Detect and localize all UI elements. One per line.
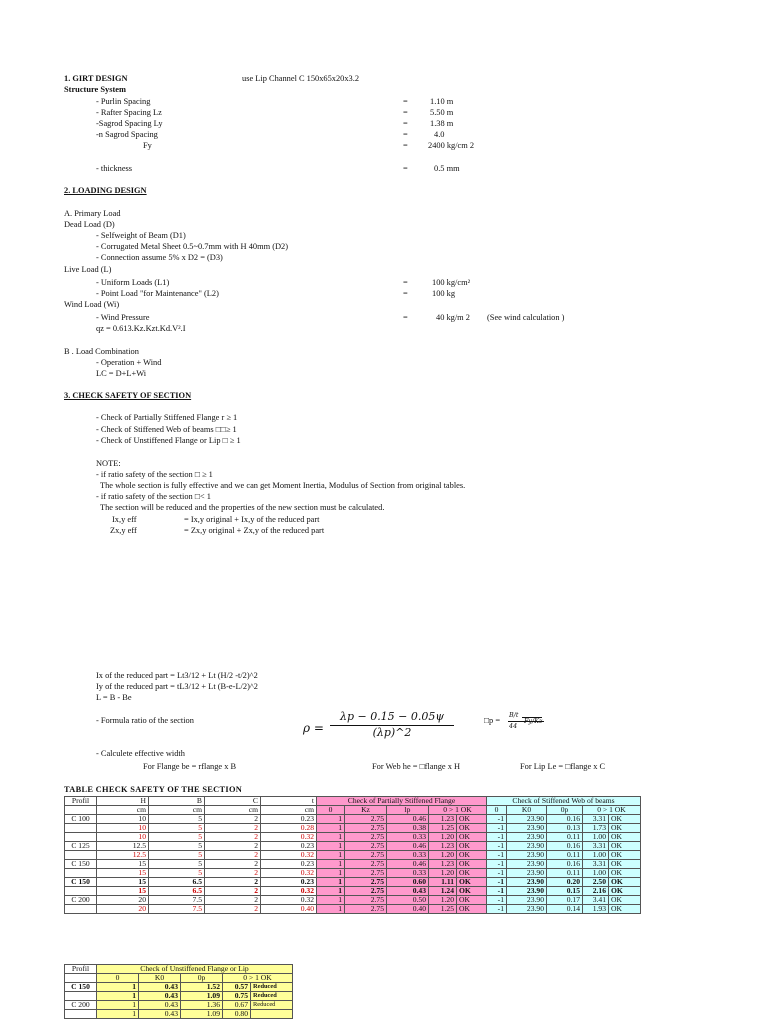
cell-wlp: 0.17 (547, 896, 583, 905)
cell-flp: 0.60 (387, 878, 429, 887)
cell-fr: 1.20 (429, 869, 457, 878)
cell-t: 0.32 (261, 851, 317, 860)
loading-design-title: 2. LOADING DESIGN (64, 186, 147, 195)
row-label: - Purlin Spacing (96, 97, 151, 106)
cell-p: 1.52 (181, 983, 223, 992)
cell-fok: OK (457, 824, 487, 833)
cell-w0: -1 (487, 905, 507, 914)
wind-calc-note: (See wind calculation ) (487, 313, 565, 322)
cell-fok: OK (457, 878, 487, 887)
cell-wok: OK (609, 815, 641, 824)
cell-a: 1 (97, 1001, 139, 1010)
table-row (65, 842, 641, 851)
row-equals: = (403, 119, 408, 128)
cell-s: Reduced (251, 1001, 293, 1010)
cell-h: 10 (97, 833, 149, 842)
dead-item: - Corrugated Metal Sheet 0.5~0.7mm with H 40mm (D2) (96, 242, 289, 251)
rho-numerator: λp − 0.15 − 0.05ψ (339, 710, 445, 723)
eff-lip: For Lip Le = □flange x C (520, 762, 606, 771)
table-check-title: TABLE CHECK SAFETY OF THE SECTION (64, 785, 243, 794)
cell-p: 1.09 (181, 1010, 223, 1019)
check-item: - Check of Partially Stiffened Flange r ≥ 1 (96, 413, 238, 422)
table-row (65, 815, 641, 824)
lambda-p-num: B/t (509, 711, 519, 719)
header-h: H (97, 797, 149, 806)
header-lip-col: 0 (97, 974, 139, 983)
cell-wr: 1.73 (583, 824, 609, 833)
header-web-group: Check of Stiffened Web of beams (487, 797, 641, 806)
row-label: -n Sagrod Spacing (96, 130, 158, 139)
cell-flp: 0.40 (387, 905, 429, 914)
cell-c: 2 (205, 896, 261, 905)
live-item-equals: = (403, 289, 408, 298)
header-web-col: 0p (547, 806, 583, 815)
row-label: - thickness (96, 164, 133, 173)
primary-load-label: A. Primary Load (64, 209, 121, 218)
wind-pressure-label: - Wind Pressure (96, 313, 150, 322)
cell-h: 10 (97, 824, 149, 833)
check-safety-title: 3. CHECK SAFETY OF SECTION (64, 391, 192, 400)
row-value: 1.10 m (430, 97, 454, 106)
cell-wok: OK (609, 887, 641, 896)
cell-w0: -1 (487, 851, 507, 860)
header-unit: cm (149, 806, 205, 815)
cell-h: 10 (97, 815, 149, 824)
note-line: The section will be reduced and the properties of the new section must be calculated. (100, 503, 385, 512)
cell-fok: OK (457, 833, 487, 842)
cell-r: 0.80 (223, 1010, 251, 1019)
cell-f0: 1 (317, 878, 345, 887)
cell-b: 5 (149, 851, 205, 860)
cell-wr: 3.31 (583, 842, 609, 851)
cell-profil: C 200 (65, 896, 97, 905)
cell-fk: 2.75 (345, 869, 387, 878)
cell-wr: 1.00 (583, 833, 609, 842)
cell-c: 2 (205, 851, 261, 860)
header-c: C (205, 797, 261, 806)
cell-f0: 1 (317, 833, 345, 842)
cell-wlp: 0.16 (547, 842, 583, 851)
header-unit: cm (205, 806, 261, 815)
cell-wlp: 0.11 (547, 869, 583, 878)
combo-operation: - Operation + Wind (96, 358, 162, 367)
table-row (65, 824, 641, 833)
cell-profil (65, 1010, 97, 1019)
cell-r: 0.67 (223, 1001, 251, 1010)
table-row (65, 1001, 293, 1010)
row-value: 1.38 m (430, 119, 454, 128)
cell-fk: 2.75 (345, 896, 387, 905)
live-load-label: Live Load (L) (64, 265, 112, 274)
header-unit: cm (97, 806, 149, 815)
cell-wlp: 0.14 (547, 905, 583, 914)
cell-w0: -1 (487, 887, 507, 896)
row-label: Fy (143, 141, 152, 150)
table-row (65, 905, 641, 914)
cell-profil: C 100 (65, 815, 97, 824)
cell-profil: C 200 (65, 1001, 97, 1010)
cell-fok: OK (457, 851, 487, 860)
unstiffened-lip-table (64, 964, 293, 1019)
cell-fk: 2.75 (345, 833, 387, 842)
cell-flp: 0.33 (387, 869, 429, 878)
cell-a: 1 (97, 992, 139, 1001)
cell-fok: OK (457, 905, 487, 914)
header-web-col: 0 (487, 806, 507, 815)
note-title: NOTE: (96, 459, 121, 468)
cell-w0: -1 (487, 842, 507, 851)
cell-h: 20 (97, 905, 149, 914)
cell-profil (65, 905, 97, 914)
cell-fk: 2.75 (345, 887, 387, 896)
cell-flp: 0.38 (387, 824, 429, 833)
cell-wlp: 0.20 (547, 878, 583, 887)
cell-wk: 23.90 (507, 833, 547, 842)
cell-b: 7.5 (149, 905, 205, 914)
check-safety-table (64, 796, 641, 914)
cell-h: 15 (97, 860, 149, 869)
table-row (65, 869, 641, 878)
cell-h: 12.5 (97, 851, 149, 860)
cell-fok: OK (457, 869, 487, 878)
cell-p: 1.36 (181, 1001, 223, 1010)
cell-wlp: 0.16 (547, 860, 583, 869)
note-line: - if ratio safety of the section □ ≥ 1 (96, 470, 213, 479)
effective-width-label: - Calculete effective width (96, 749, 185, 758)
row-value: 4.0 (434, 130, 445, 139)
check-item: - Check of Unstiffened Flange or Lip □ ≥ 1 (96, 436, 241, 445)
cell-w0: -1 (487, 833, 507, 842)
cell-flp: 0.46 (387, 815, 429, 824)
cell-b: 5 (149, 815, 205, 824)
wind-pressure-value: 40 kg/m 2 (436, 313, 470, 322)
cell-flp: 0.33 (387, 833, 429, 842)
cell-w0: -1 (487, 815, 507, 824)
header-t: t (261, 797, 317, 806)
cell-flp: 0.43 (387, 887, 429, 896)
cell-t: 0.32 (261, 869, 317, 878)
cell-s (251, 1010, 293, 1019)
cell-a: 1 (97, 983, 139, 992)
combo-lc: LC = D+L+Wi (96, 369, 147, 378)
cell-c: 2 (205, 842, 261, 851)
cell-h: 20 (97, 896, 149, 905)
row-value: 5.50 m (430, 108, 454, 117)
ix-eff-label: Ix,y eff (112, 515, 137, 524)
cell-p: 1.09 (181, 992, 223, 1001)
reduced-ix: Ix of the reduced part = Lt3/12 + Lt (H/2 -t/2)^2 (96, 671, 258, 680)
cell-c: 2 (205, 869, 261, 878)
cell-k: 0.43 (139, 1001, 181, 1010)
live-item-equals: = (403, 278, 408, 287)
header-lip-col: 0 > 1 OK (223, 974, 293, 983)
cell-b: 7.5 (149, 896, 205, 905)
eff-web: For Web he = □flange x H (372, 762, 461, 771)
cell-wok: OK (609, 878, 641, 887)
header-flange-col: 0 (317, 806, 345, 815)
cell-b: 5 (149, 860, 205, 869)
dead-item: - Selfweight of Beam (D1) (96, 231, 186, 240)
cell-wok: OK (609, 860, 641, 869)
header-web-col: 0 > 1 OK (583, 806, 641, 815)
zx-eff-value: = Zx,y original + Zx,y of the reduced part (184, 526, 325, 535)
cell-wk: 23.90 (507, 815, 547, 824)
cell-b: 5 (149, 824, 205, 833)
cell-s: Reduced (251, 983, 293, 992)
cell-fr: 1.25 (429, 824, 457, 833)
cell-wr: 3.31 (583, 815, 609, 824)
lambda-p-den: 44 (509, 722, 518, 730)
cell-c: 2 (205, 833, 261, 842)
header-lip-col: 0p (181, 974, 223, 983)
cell-fok: OK (457, 896, 487, 905)
row-label: -Sagrod Spacing Ly (96, 119, 163, 128)
cell-c: 2 (205, 860, 261, 869)
cell-h: 15 (97, 887, 149, 896)
cell-wk: 23.90 (507, 878, 547, 887)
wind-load-label: Wind Load (Wi) (64, 300, 120, 309)
cell-t: 0.32 (261, 896, 317, 905)
row-equals: = (403, 164, 408, 173)
note-line: The whole section is fully effective and we can get Moment Inertia, Modulus of Section from original tables. (100, 481, 466, 490)
cell-f0: 1 (317, 860, 345, 869)
header-b: B (149, 797, 205, 806)
cell-fr: 1.20 (429, 833, 457, 842)
table-row (65, 896, 641, 905)
ix-eff-value: = Ix,y original + Ix,y of the reduced part (184, 515, 320, 524)
cell-fr: 1.23 (429, 842, 457, 851)
cell-a: 1 (97, 1010, 139, 1019)
cell-t: 0.23 (261, 815, 317, 824)
cell-k: 0.43 (139, 983, 181, 992)
cell-flp: 0.46 (387, 860, 429, 869)
cell-f0: 1 (317, 824, 345, 833)
cell-f0: 1 (317, 842, 345, 851)
header-unit: cm (261, 806, 317, 815)
cell-fk: 2.75 (345, 878, 387, 887)
cell-w0: -1 (487, 869, 507, 878)
qz-formula: qz = 0.613.Kz.Kzt.Kd.V².I (96, 324, 186, 333)
cell-s: Reduced (251, 992, 293, 1001)
header-profil: Profil (65, 797, 97, 806)
table-row (65, 878, 641, 887)
cell-t: 0.32 (261, 833, 317, 842)
cell-r: 0.57 (223, 983, 251, 992)
cell-c: 2 (205, 824, 261, 833)
cell-fr: 1.23 (429, 815, 457, 824)
section-use-note: use Lip Channel C 150x65x20x3.2 (242, 74, 360, 83)
cell-wr: 3.41 (583, 896, 609, 905)
structure-system-label: Structure System (64, 85, 126, 94)
cell-c: 2 (205, 887, 261, 896)
cell-f0: 1 (317, 896, 345, 905)
header-flange-col: 0 > 1 OK (429, 806, 487, 815)
live-item-label: - Uniform Loads (L1) (96, 278, 170, 287)
cell-w0: -1 (487, 896, 507, 905)
cell-wlp: 0.16 (547, 815, 583, 824)
cell-wok: OK (609, 833, 641, 842)
cell-wr: 2.16 (583, 887, 609, 896)
cell-t: 0.40 (261, 905, 317, 914)
note-line: - if ratio safety of the section □< 1 (96, 492, 211, 501)
cell-b: 6.5 (149, 887, 205, 896)
cell-profil: C 150 (65, 878, 97, 887)
live-item-value: 100 kg/cm² (432, 278, 471, 287)
header-lip-group: Check of Unstiffened Flange or Lip (97, 965, 293, 974)
eff-flange: For Flange be = rflange x B (143, 762, 237, 771)
cell-wr: 1.00 (583, 869, 609, 878)
cell-wlp: 0.15 (547, 887, 583, 896)
table-row (65, 833, 641, 842)
header-profil: Profil (65, 965, 97, 974)
formula-label: - Formula ratio of the section (96, 716, 194, 725)
cell-fr: 1.25 (429, 905, 457, 914)
cell-w0: -1 (487, 878, 507, 887)
cell-c: 2 (205, 815, 261, 824)
cell-profil (65, 824, 97, 833)
cell-profil: C 125 (65, 842, 97, 851)
header-flange-col: Kz (345, 806, 387, 815)
cell-f0: 1 (317, 851, 345, 860)
cell-wk: 23.90 (507, 896, 547, 905)
cell-flp: 0.50 (387, 896, 429, 905)
live-item-label: - Point Load "for Maintenance" (L2) (96, 289, 219, 298)
header-web-col: K0 (507, 806, 547, 815)
cell-wlp: 0.11 (547, 833, 583, 842)
cell-wr: 1.00 (583, 851, 609, 860)
cell-wok: OK (609, 896, 641, 905)
table-row (65, 851, 641, 860)
cell-flp: 0.33 (387, 851, 429, 860)
cell-fk: 2.75 (345, 851, 387, 860)
rho-denominator: (λp)^2 (372, 726, 412, 739)
cell-fr: 1.23 (429, 860, 457, 869)
cell-t: 0.23 (261, 842, 317, 851)
table-row (65, 992, 293, 1001)
cell-w0: -1 (487, 824, 507, 833)
cell-wr: 3.31 (583, 860, 609, 869)
reduced-l: L = B - Be (96, 693, 132, 702)
live-item-value: 100 kg (432, 289, 456, 298)
cell-r: 0.75 (223, 992, 251, 1001)
cell-fk: 2.75 (345, 860, 387, 869)
cell-wk: 23.90 (507, 887, 547, 896)
cell-k: 0.43 (139, 1010, 181, 1019)
cell-h: 15 (97, 878, 149, 887)
cell-f0: 1 (317, 905, 345, 914)
cell-wk: 23.90 (507, 851, 547, 860)
cell-t: 0.32 (261, 887, 317, 896)
dead-item: - Connection assume 5% x D2 = (D3) (96, 253, 223, 262)
cell-wr: 1.93 (583, 905, 609, 914)
row-label: - Rafter Spacing Lz (96, 108, 162, 117)
cell-t: 0.23 (261, 860, 317, 869)
rho-symbol: ρ = (303, 721, 324, 735)
cell-wk: 23.90 (507, 905, 547, 914)
cell-b: 5 (149, 833, 205, 842)
cell-t: 0.23 (261, 878, 317, 887)
cell-wlp: 0.11 (547, 851, 583, 860)
dead-load-label: Dead Load (D) (64, 220, 115, 229)
header-flange-group: Check of Partially Stiffened Flange (317, 797, 487, 806)
cell-b: 5 (149, 842, 205, 851)
cell-fr: 1.20 (429, 851, 457, 860)
row-value: 2400 kg/cm 2 (428, 141, 475, 150)
cell-b: 6.5 (149, 878, 205, 887)
header-lip-col: K0 (139, 974, 181, 983)
header-flange-col: lp (387, 806, 429, 815)
lambda-p-label: □p = (484, 716, 501, 725)
table-row (65, 860, 641, 869)
cell-fk: 2.75 (345, 842, 387, 851)
table-row (65, 887, 641, 896)
cell-fok: OK (457, 842, 487, 851)
cell-fok: OK (457, 815, 487, 824)
cell-b: 5 (149, 869, 205, 878)
cell-profil: C 150 (65, 860, 97, 869)
cell-fr: 1.24 (429, 887, 457, 896)
cell-wk: 23.90 (507, 824, 547, 833)
cell-fk: 2.75 (345, 824, 387, 833)
cell-flp: 0.46 (387, 842, 429, 851)
zx-eff-label: Zx,y eff (110, 526, 137, 535)
table-row (65, 983, 293, 992)
cell-c: 2 (205, 905, 261, 914)
lambda-p-sqrt: Fy/Kz (524, 717, 543, 725)
cell-f0: 1 (317, 869, 345, 878)
cell-w0: -1 (487, 860, 507, 869)
cell-f0: 1 (317, 815, 345, 824)
girt-design-title: 1. GIRT DESIGN (64, 74, 128, 83)
cell-k: 0.43 (139, 992, 181, 1001)
cell-fk: 2.75 (345, 815, 387, 824)
row-equals: = (403, 130, 408, 139)
cell-wok: OK (609, 869, 641, 878)
cell-wr: 2.50 (583, 878, 609, 887)
cell-h: 15 (97, 869, 149, 878)
cell-profil: C 150 (65, 983, 97, 992)
cell-wok: OK (609, 842, 641, 851)
cell-wok: OK (609, 824, 641, 833)
row-equals: = (403, 141, 408, 150)
row-equals: = (403, 108, 408, 117)
cell-wk: 23.90 (507, 860, 547, 869)
cell-fok: OK (457, 887, 487, 896)
table-row (65, 1010, 293, 1019)
cell-fok: OK (457, 860, 487, 869)
cell-fr: 1.20 (429, 896, 457, 905)
reduced-iy: Iy of the reduced part = tL3/12 + Lt (B-e-L/2)^2 (96, 682, 258, 691)
cell-fr: 1.11 (429, 878, 457, 887)
cell-f0: 1 (317, 887, 345, 896)
cell-fk: 2.75 (345, 905, 387, 914)
cell-wok: OK (609, 905, 641, 914)
cell-wk: 23.90 (507, 869, 547, 878)
cell-h: 12.5 (97, 842, 149, 851)
row-value: 0.5 mm (434, 164, 460, 173)
wind-pressure-equals: = (403, 313, 408, 322)
row-equals: = (403, 97, 408, 106)
load-combination-label: B . Load Combination (64, 347, 139, 356)
check-item: - Check of Stiffened Web of beams □□≥ 1 (96, 425, 237, 434)
cell-c: 2 (205, 878, 261, 887)
cell-t: 0.28 (261, 824, 317, 833)
cell-wk: 23.90 (507, 842, 547, 851)
cell-wlp: 0.13 (547, 824, 583, 833)
cell-wok: OK (609, 851, 641, 860)
